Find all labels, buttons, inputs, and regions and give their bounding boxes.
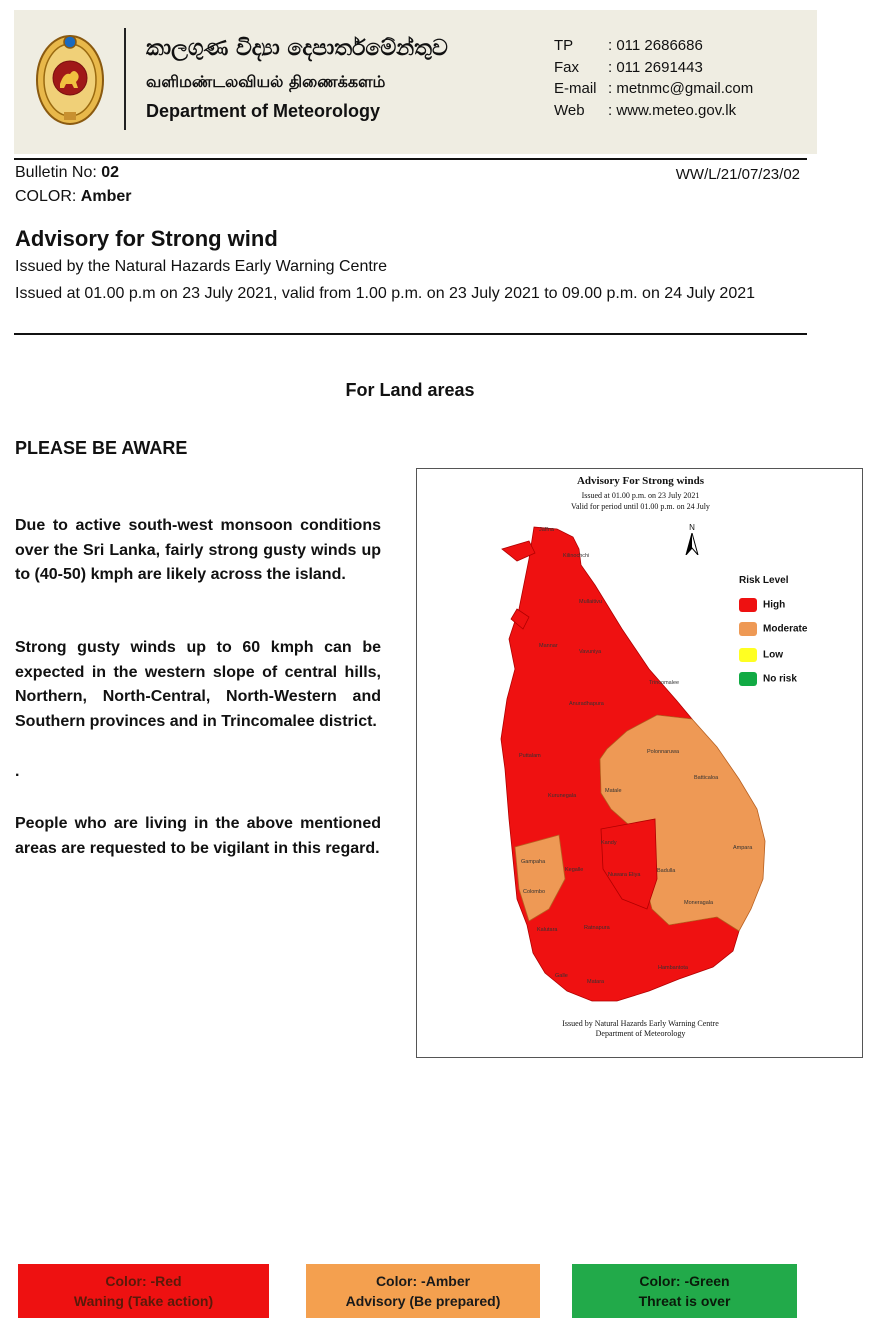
contact-value-fax: : 011 2691443	[608, 59, 703, 76]
org-name-tamil: வளிமண்டலவியல் திணைக்களம்	[146, 72, 386, 91]
north-label: N	[689, 523, 695, 532]
district-label-kurunegala: Kurunegala	[548, 793, 577, 799]
footer-green-line2: Threat is over	[638, 1293, 731, 1309]
contact-label-web: Web	[554, 102, 585, 119]
rule-bottom	[14, 333, 807, 335]
contact-value-tp: : 011 2686686	[608, 37, 703, 54]
district-label-badulla: Badulla	[657, 868, 676, 874]
district-label-puttalam: Puttalam	[519, 753, 541, 759]
district-label-batticaloa: Batticaloa	[694, 775, 719, 781]
paragraph-gusty-winds: Strong gusty winds up to 60 kmph can be expected in the western slope of central hills, Northern, North-Central, North-Western and Southern provinces and in Trincomalee district.	[15, 639, 381, 730]
district-label-anuradhapura: Anuradhapura	[569, 701, 604, 707]
district-label-ampara: Ampara	[733, 845, 753, 851]
rule-top	[14, 158, 807, 160]
district-label-kandy: Kandy	[601, 840, 617, 846]
legend-item-no-risk	[739, 672, 797, 686]
footer-red-line1: Color: -Red	[105, 1273, 182, 1289]
section-title: For Land areas	[345, 380, 475, 400]
contact-value-email[interactable]: : metnmc@gmail.com	[608, 80, 754, 97]
bulletin-number-label: Bulletin No:	[15, 164, 102, 181]
footer-amber-line1: Color: -Amber	[375, 1273, 471, 1289]
district-label-mullaitivu: Mullaitivu	[579, 599, 602, 605]
footer-amber-line2: Advisory (Be prepared)	[345, 1293, 501, 1309]
bulletin-number-value: 02	[101, 164, 120, 181]
map-title: Advisory For Strong winds	[576, 475, 705, 487]
footer-box-red	[18, 1264, 269, 1318]
contact-label-fax: Fax	[554, 59, 580, 76]
legend-swatch-high	[739, 598, 757, 612]
district-label-kalutara: Kalutara	[537, 927, 558, 933]
district-label-jaffna: Jaffna	[539, 527, 554, 533]
map-subtitle-valid: Valid for period until 01.00 p.m. on 24 July	[571, 502, 710, 511]
map-footer-department: Department of Meteorology	[595, 1029, 686, 1038]
legend-label-no-risk: No risk	[763, 673, 797, 685]
sri-lanka-emblem	[34, 28, 106, 126]
org-name-sinhala: කාලගුණ විද්‍යා දෙපාර්තමේන්තුව	[146, 36, 448, 61]
district-label-kilinochchi: Kilinochchi	[563, 553, 590, 559]
bulletin-color-value: Amber	[80, 188, 132, 205]
advisory-map	[416, 468, 863, 1058]
legend-item-low	[739, 648, 783, 662]
footer-red-line2: Waning (Take action)	[73, 1293, 214, 1309]
district-label-galle: Galle	[555, 973, 568, 979]
district-label-hambantota: Hambantota	[658, 965, 688, 971]
footer-box-amber	[306, 1264, 540, 1318]
district-label-nuwara-eliya: Nuwara Eliya	[608, 872, 641, 878]
district-label-polonnaruwa: Polonnaruwa	[647, 749, 680, 755]
header-divider	[124, 28, 126, 130]
legend-swatch-no-risk	[739, 672, 757, 686]
district-label-gampaha: Gampaha	[521, 859, 546, 865]
legend-item-moderate	[739, 622, 807, 636]
district-label-moneragala: Moneragala	[684, 900, 714, 906]
map-footer-issuer: Issued by Natural Hazards Early Warning Centre	[562, 1019, 719, 1028]
bulletin-number	[15, 164, 119, 182]
issued-at-text: Issued at 01.00 p.m on 23 July 2021, valid from 1.00 p.m. on 23 July 2021 to 09.00 p.m. on 24 July 2021	[15, 285, 756, 302]
contact-label-email: E-mail	[554, 80, 597, 97]
legend-label-high: High	[763, 599, 786, 611]
district-label-matara: Matara	[587, 979, 605, 985]
sri-lanka-risk-map	[417, 469, 864, 1059]
map-subtitle-issued: Issued at 01.00 p.m. on 23 July 2021	[581, 491, 700, 500]
bulletin-reference: WW/L/21/07/23/02	[675, 166, 800, 183]
district-label-matale: Matale	[605, 788, 622, 794]
contact-value-web[interactable]: : www.meteo.gov.lk	[608, 102, 737, 119]
legend-label-low: Low	[763, 649, 783, 661]
paragraph-monsoon: Due to active south-west monsoon conditions over the Sri Lanka, fairly strong gusty winds up to (40-50) kmph are likely across the island.	[15, 517, 381, 583]
district-label-ratnapura: Ratnapura	[584, 925, 610, 931]
district-label-mannar: Mannar	[539, 643, 558, 649]
district-label-colombo: Colombo	[523, 889, 546, 895]
legend-swatch-low	[739, 648, 757, 662]
bulletin-color-label: COLOR:	[15, 188, 81, 205]
legend-swatch-moderate	[739, 622, 757, 636]
legend-item-high	[739, 598, 785, 612]
paragraph-vigilant: People who are living in the above mentioned areas are requested to be vigilant in this regard.	[15, 815, 381, 857]
org-name-english: Department of Meteorology	[146, 101, 381, 121]
bulletin-color	[15, 188, 131, 206]
advisory-title: Advisory for Strong wind	[15, 226, 278, 251]
footer-green-line1: Color: -Green	[639, 1273, 730, 1289]
legend-title: Risk Level	[739, 575, 789, 586]
legend-label-moderate: Moderate	[763, 623, 808, 635]
footer-box-green	[572, 1264, 797, 1318]
district-label-vavuniya: Vavuniya	[579, 649, 602, 655]
contact-label-tp: TP	[554, 37, 574, 54]
aware-heading: PLEASE BE AWARE	[15, 438, 188, 458]
paragraph-dot: .	[15, 763, 20, 780]
district-label-trincomalee: Trincomalee	[649, 680, 680, 686]
issued-by-text: Issued by the Natural Hazards Early Warning Centre	[15, 258, 388, 275]
district-label-kegalle: Kegalle	[565, 867, 584, 873]
